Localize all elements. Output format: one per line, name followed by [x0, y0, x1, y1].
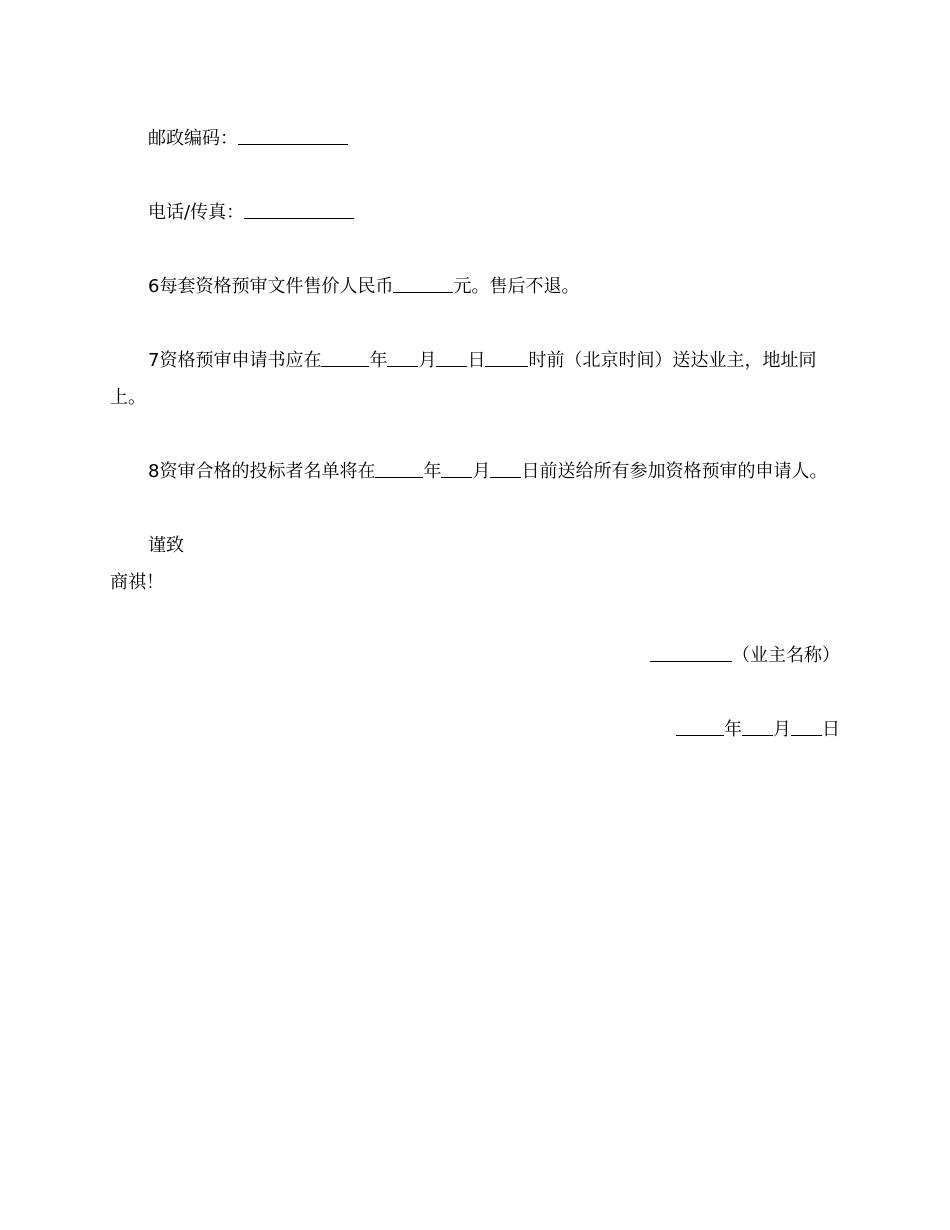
signature-date-line	[676, 719, 840, 741]
signature-year: 年	[724, 719, 742, 740]
item-8-month: 月	[472, 461, 491, 482]
item-8-month-blank	[441, 461, 472, 478]
signature-month-blank	[742, 719, 773, 736]
postal-code-label: 邮政编码：	[148, 128, 238, 149]
closing-regards: 商祺！	[110, 572, 164, 593]
item-6-suffix: 元。售后不退。	[453, 276, 580, 297]
item-8-day-blank	[490, 461, 521, 478]
item-6-line	[148, 276, 579, 298]
phone-fax-blank	[244, 202, 354, 219]
item-8-year: 年	[423, 461, 442, 482]
signature-day: 日	[822, 719, 840, 740]
signature-year-blank	[676, 719, 724, 736]
item-7-day: 日	[467, 350, 486, 371]
item-7-suffix: 时前（北京时间）送达业主，地址同	[528, 350, 817, 371]
price-blank	[393, 276, 453, 293]
postal-code-line	[148, 128, 348, 150]
owner-name-label: （业主名称）	[732, 645, 840, 666]
item-8-prefix: 8资审合格的投标者名单将在	[148, 461, 376, 482]
owner-signature-line	[650, 645, 840, 667]
closing-respectfully: 谨致	[148, 535, 184, 556]
phone-fax-label: 电话/传真：	[148, 202, 245, 223]
item-7-line	[148, 350, 816, 372]
signature-month: 月	[773, 719, 791, 740]
item-7-wrap: 上。	[110, 387, 146, 408]
closing-line-2	[110, 572, 164, 594]
phone-fax-line	[148, 202, 354, 224]
item-6-prefix: 6每套资格预审文件售价人民币	[148, 276, 394, 297]
closing-line-1	[148, 535, 184, 557]
item-7-day-blank	[436, 350, 467, 367]
item-8-suffix: 日前送给所有参加资格预审的申请人。	[521, 461, 828, 482]
item-7-prefix: 7资格预审申请书应在	[148, 350, 322, 371]
item-7-wrap-line	[110, 387, 146, 409]
item-8-line	[148, 461, 827, 483]
owner-name-blank	[650, 645, 732, 662]
item-8-year-blank	[375, 461, 423, 478]
item-7-month: 月	[418, 350, 437, 371]
item-7-month-blank	[387, 350, 418, 367]
item-7-year: 年	[369, 350, 388, 371]
item-7-hour-blank	[485, 350, 528, 367]
item-7-year-blank	[321, 350, 369, 367]
signature-day-blank	[791, 719, 822, 736]
postal-code-blank	[238, 128, 348, 145]
